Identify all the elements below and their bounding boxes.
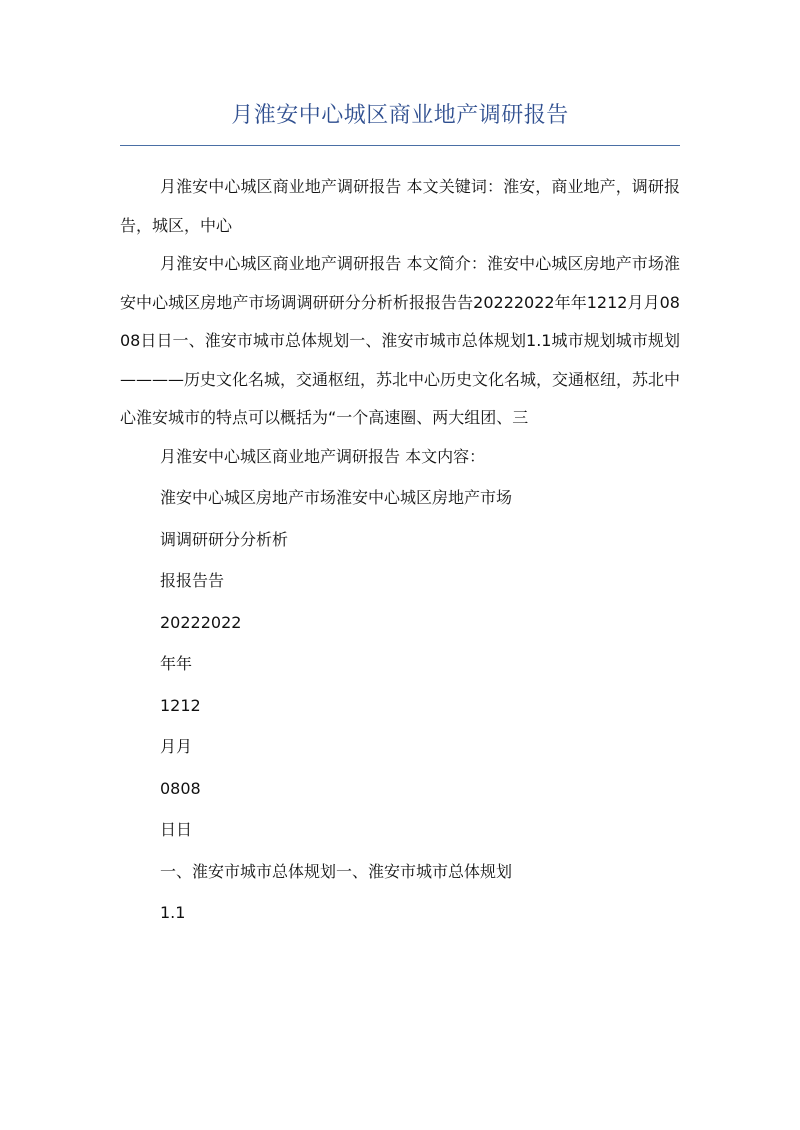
keywords-paragraph: 月淮安中心城区商业地产调研报告 本文关键词：淮安，商业地产，调研报告，城区，中心: [120, 177, 680, 235]
content-line: 淮安中心城区房地产市场淮安中心城区房地产市场: [160, 488, 513, 507]
content-line: 调调研研分分析析: [160, 529, 289, 549]
content-line: 日日: [160, 820, 193, 839]
document-title: 月淮安中心城区商业地产调研报告: [231, 103, 569, 128]
summary-paragraph: 月淮安中心城区商业地产调研报告 本文简介：淮安中心城区房地产市场淮安中心城区房地产市场调调研研分分析析报报告告20222022年年1212月月0808日日一、淮安市城市总体规划一、淮安市城市总体规划1.1城市规划城市规划————历史文化名城，交通枢纽，苏北中心历史文化名城，交通枢纽，苏北中心淮安城市的特点可以概括为“一个高速圈、两大组团、三: [120, 254, 681, 427]
content-line: 1212: [160, 695, 201, 715]
content-heading-paragraph: 月淮安中心城区商业地产调研报告 本文内容：: [160, 446, 486, 466]
content-line: 报报告告: [160, 571, 225, 590]
content-line: 0808: [160, 778, 201, 798]
content-line: 20222022: [160, 612, 242, 632]
content-line: 1.1: [160, 903, 186, 922]
content-line: 一、淮安市城市总体规划一、淮安市城市总体规划: [160, 861, 513, 881]
content-line: 年年: [160, 654, 193, 673]
content-line: 月月: [160, 737, 193, 756]
title-underline: [120, 145, 680, 146]
document-body: [120, 168, 680, 934]
